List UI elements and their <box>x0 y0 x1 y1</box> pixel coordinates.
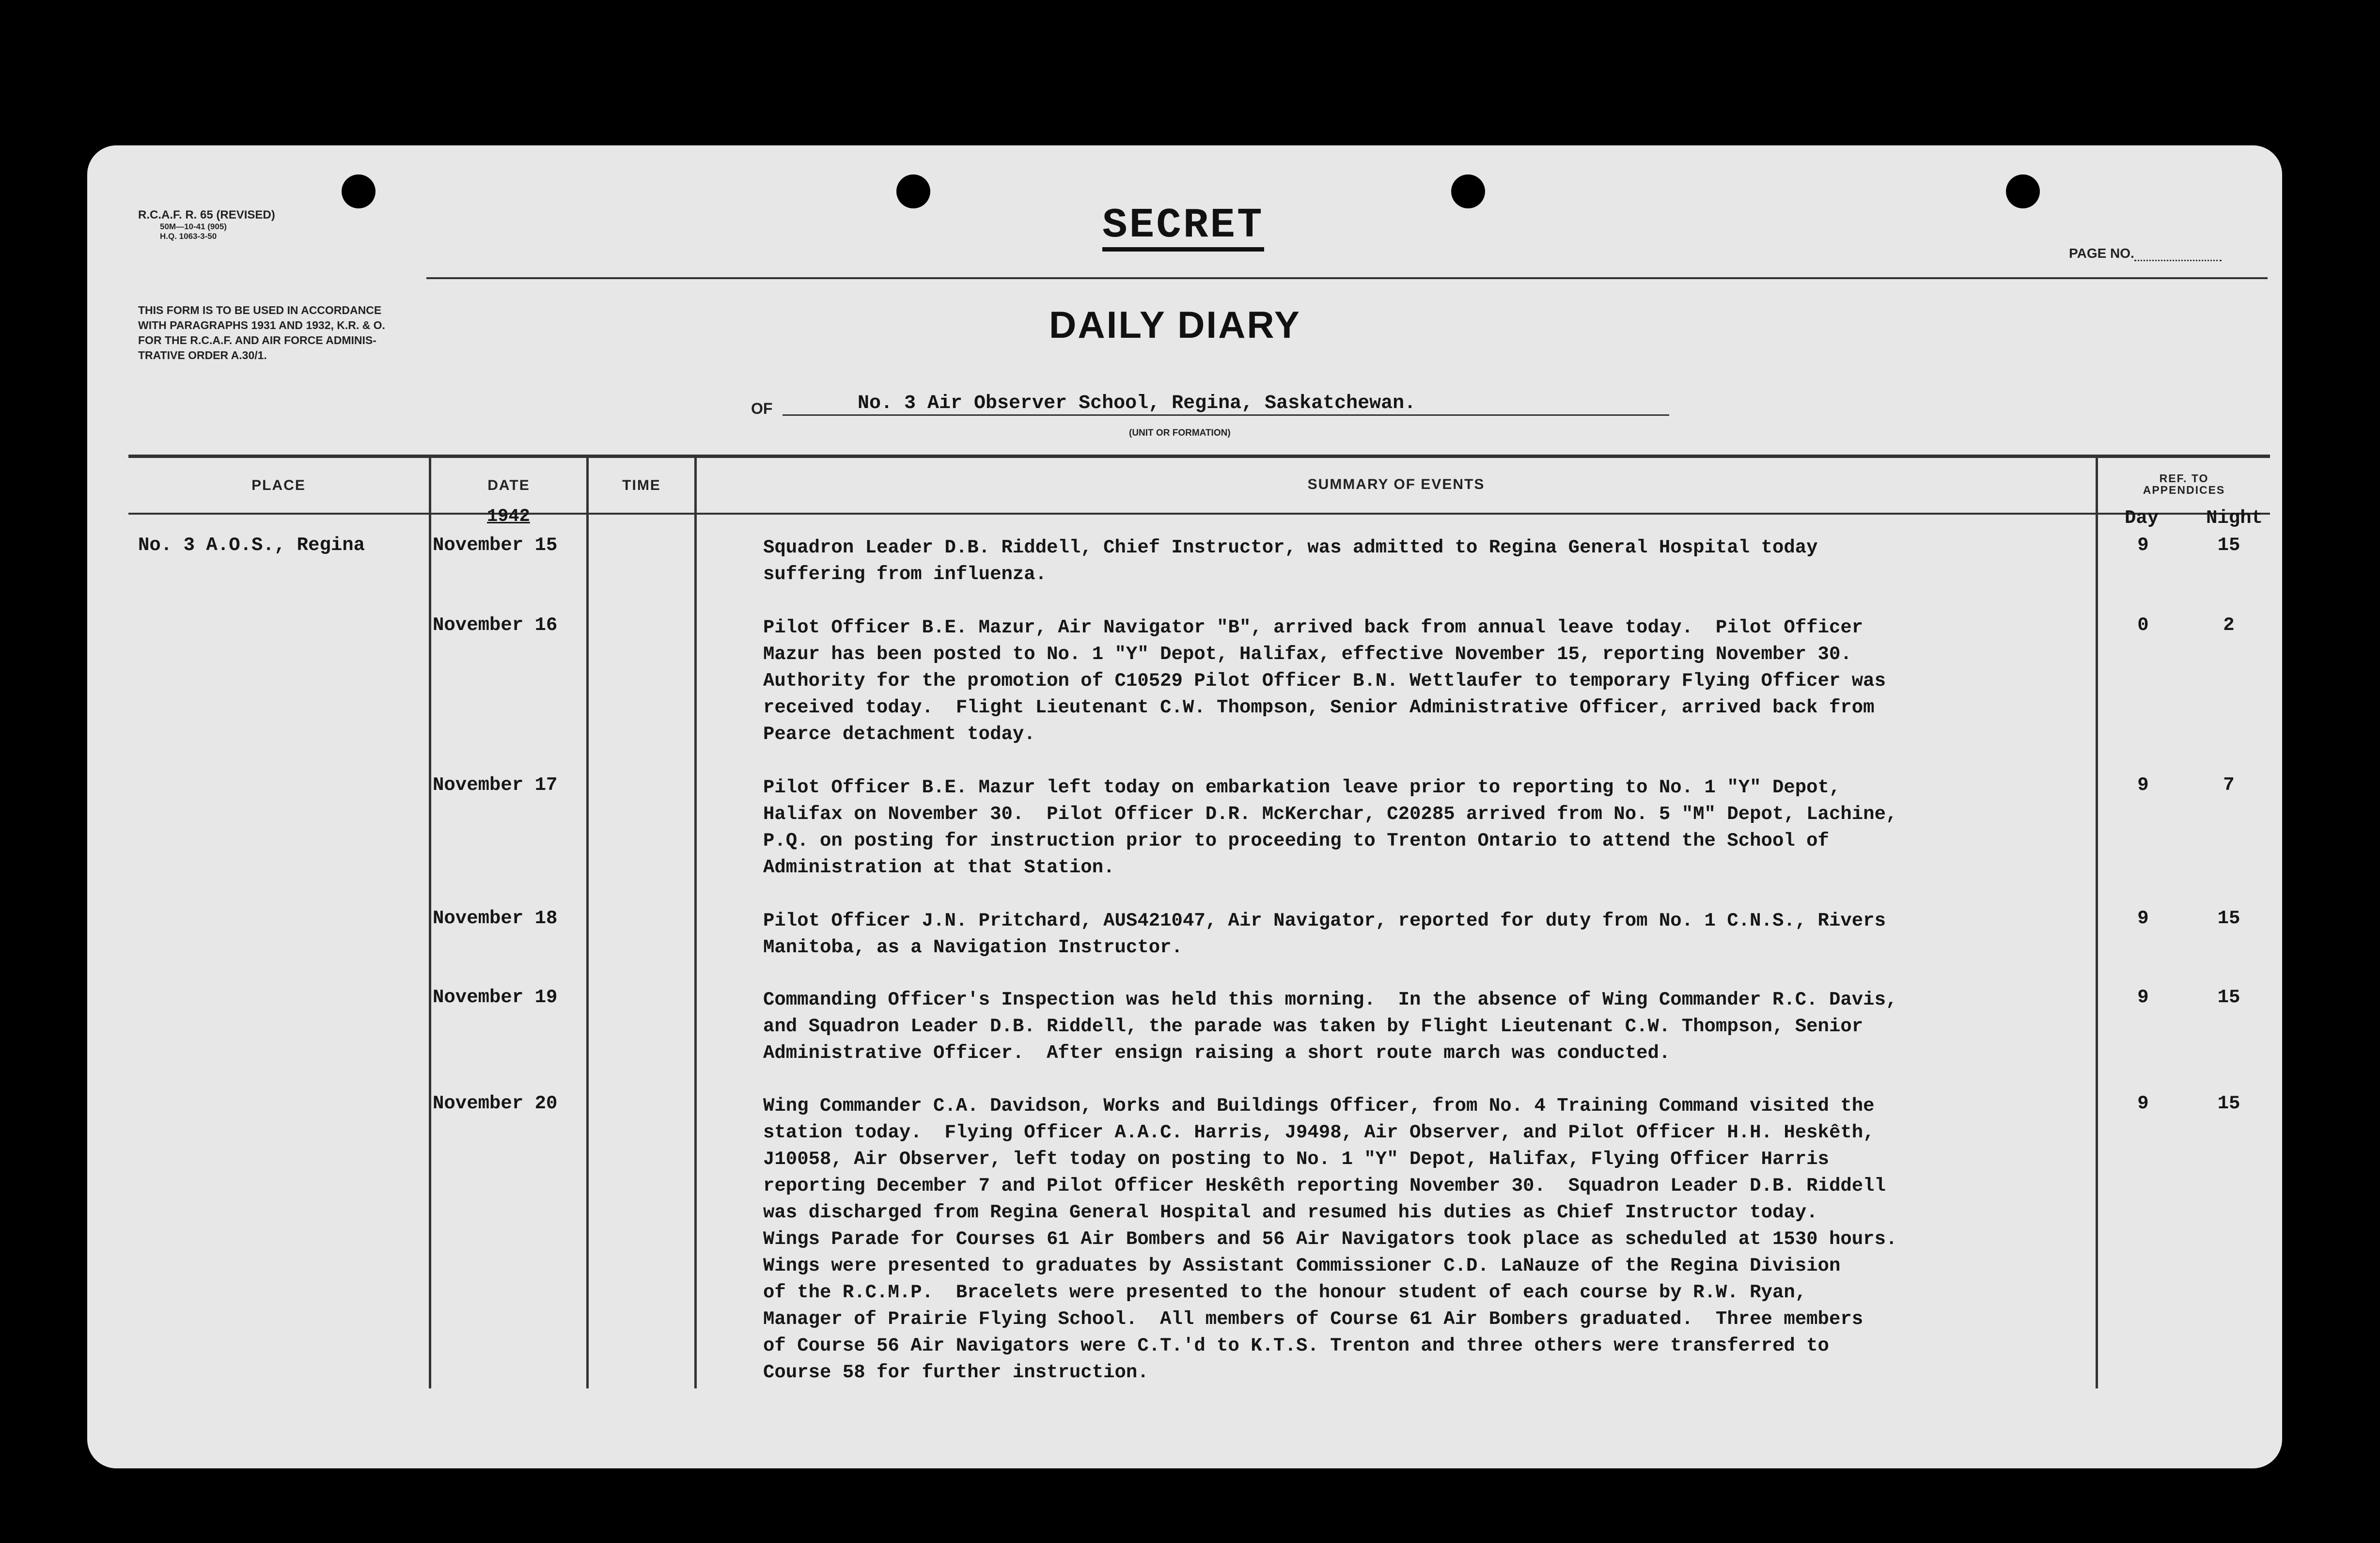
summary-line: Mazur has been posted to No. 1 "Y" Depot, Halifax, effective November 15, reporting November 30. <box>763 644 1852 665</box>
ref-line-2: APPENDICES <box>2143 484 2225 496</box>
of-label: OF <box>751 400 773 417</box>
ref-day-value: 9 <box>2137 1093 2149 1114</box>
header-time: TIME <box>622 477 661 493</box>
header-date: DATE <box>487 477 530 493</box>
entry-summary <box>763 1093 1897 1386</box>
entry-summary <box>763 535 1818 588</box>
summary-line: Administrative Officer. After ensign raising a short route march was conducted. <box>763 1042 1671 1064</box>
summary-line: was discharged from Regina General Hospital and resumed his duties as Chief Instructor today. <box>763 1202 1818 1223</box>
secret-stamp: SECRET <box>1102 204 1264 252</box>
ref-night-value: 15 <box>2217 908 2240 929</box>
ref-day-value: 9 <box>2137 535 2149 556</box>
ref-night-value: 2 <box>2223 614 2235 636</box>
entry-date: November 19 <box>433 987 558 1008</box>
instruction-line: TRATIVE ORDER A.30/1. <box>138 349 267 362</box>
summary-line: P.Q. on posting for instruction prior to proceeding to Trenton Ontario to attend the School of <box>763 830 1829 851</box>
form-title: DAILY DIARY <box>1049 303 1301 346</box>
unit-underline <box>783 414 1669 416</box>
ref-day-value: 9 <box>2137 774 2149 796</box>
column-divider <box>2096 458 2098 1388</box>
column-divider <box>586 458 589 1388</box>
column-divider <box>429 458 431 1388</box>
summary-line: J10058, Air Observer, left today on posting to No. 1 "Y" Depot, Halifax, Flying Officer Harris <box>763 1149 1829 1170</box>
ref-day-value: 9 <box>2137 908 2149 929</box>
entry-date: November 18 <box>433 908 558 929</box>
summary-line: Authority for the promotion of C10529 Pilot Officer B.N. Wettlaufer to temporary Flying Officer was <box>763 670 1886 692</box>
form-instructions <box>138 303 385 363</box>
column-divider <box>694 458 697 1388</box>
summary-line: Pilot Officer B.E. Mazur, Air Navigator "B", arrived back from annual leave today. Pilot Officer <box>763 617 1863 638</box>
form-code-line: 50M—10-41 (905) <box>160 222 227 231</box>
summary-line: Pearce detachment today. <box>763 724 1035 745</box>
ref-line-1: REF. TO <box>2159 472 2209 485</box>
form-code-line: R.C.A.F. R. 65 (REVISED) <box>138 208 275 221</box>
year-label: 1942 <box>487 506 530 527</box>
entry-summary <box>763 987 1897 1067</box>
table-header-rule <box>128 513 2270 515</box>
header-rule <box>426 277 2268 279</box>
table-top-rule <box>128 455 2270 458</box>
summary-line: Squadron Leader D.B. Riddell, Chief Instructor, was admitted to Regina General Hospital today <box>763 537 1818 558</box>
page-number-field <box>2069 246 2222 261</box>
instruction-line: THIS FORM IS TO BE USED IN ACCORDANCE <box>138 304 382 316</box>
entry-date: November 20 <box>433 1093 558 1114</box>
summary-line: Halifax on November 30. Pilot Officer D.R. McKerchar, C20285 arrived from No. 5 "M" Depot, Lachine, <box>763 803 1897 825</box>
unit-name: No. 3 Air Observer School, Regina, Saskatchewan. <box>858 393 1416 414</box>
summary-line: of Course 56 Air Navigators were C.T.'d to K.T.S. Trenton and three others were transferred to <box>763 1335 1829 1356</box>
form-code <box>138 208 275 241</box>
summary-line: and Squadron Leader D.B. Riddell, the parade was taken by Flight Lieutenant C.W. Thompson, Senior <box>763 1016 1863 1037</box>
page-no-value[interactable] <box>2134 247 2222 261</box>
punch-hole <box>2006 174 2040 208</box>
summary-line: Course 58 for further instruction. <box>763 1362 1149 1383</box>
entry-date: November 15 <box>433 535 558 556</box>
summary-line: Pilot Officer J.N. Pritchard, AUS421047, Air Navigator, reported for duty from No. 1 C.N.S., Rivers <box>763 910 1886 931</box>
entry-date: November 17 <box>433 774 558 796</box>
summary-line: Manitoba, as a Navigation Instructor. <box>763 937 1183 958</box>
header-summary: SUMMARY OF EVENTS <box>1307 476 1485 492</box>
summary-line: Manager of Prairie Flying School. All members of Course 61 Air Bombers graduated. Three members <box>763 1308 1863 1330</box>
ref-night-value: 15 <box>2217 1093 2240 1114</box>
summary-line: Commanding Officer's Inspection was held this morning. In the absence of Wing Commander R.C. Davis, <box>763 989 1897 1010</box>
subheader-day: Day <box>2125 507 2159 529</box>
instruction-line: FOR THE R.C.A.F. AND AIR FORCE ADMINIS- <box>138 334 376 346</box>
instruction-line: WITH PARAGRAPHS 1931 AND 1932, K.R. & O. <box>138 319 385 331</box>
punch-hole <box>1451 174 1485 208</box>
punch-hole <box>896 174 930 208</box>
unit-caption: (UNIT OR FORMATION) <box>1129 428 1231 438</box>
place-cell: No. 3 A.O.S., Regina <box>138 535 365 556</box>
summary-line: of the R.C.M.P. Bracelets were presented to the honour student of each course by R.W. Ryan, <box>763 1282 1807 1303</box>
summary-line: Wings were presented to graduates by Assistant Commissioner C.D. LaNauze of the Regina Division <box>763 1255 1841 1276</box>
subheader-night: Night <box>2206 507 2263 529</box>
punch-hole <box>342 174 376 208</box>
ref-night-value: 15 <box>2217 535 2240 556</box>
summary-line: Administration at that Station. <box>763 857 1115 878</box>
summary-line: received today. Flight Lieutenant C.W. Thompson, Senior Administrative Officer, arrived back from <box>763 697 1875 718</box>
summary-line: Wing Commander C.A. Davidson, Works and Buildings Officer, from No. 4 Training Command visited the <box>763 1095 1875 1117</box>
header-ref-appendices <box>2098 472 2270 496</box>
ref-night-value: 7 <box>2223 774 2235 796</box>
entry-summary <box>763 614 1886 748</box>
entry-summary <box>763 908 1886 961</box>
summary-line: reporting December 7 and Pilot Officer Heskêth reporting November 30. Squadron Leader D.B. Riddell <box>763 1175 1886 1197</box>
summary-line: Pilot Officer B.E. Mazur left today on embarkation leave prior to reporting to No. 1 "Y" Depot, <box>763 777 1841 798</box>
ref-day-value: 0 <box>2137 614 2149 636</box>
summary-line: Wings Parade for Courses 61 Air Bombers and 56 Air Navigators took place as scheduled at 1530 hours. <box>763 1228 1897 1250</box>
page-no-label: PAGE NO. <box>2069 246 2134 261</box>
summary-line: suffering from influenza. <box>763 564 1047 585</box>
summary-line: station today. Flying Officer A.A.C. Harris, J9498, Air Observer, and Pilot Officer H.H. Heskêth, <box>763 1122 1875 1143</box>
form-code-line: H.Q. 1063-3-50 <box>160 232 217 241</box>
header-place: PLACE <box>251 477 306 493</box>
entry-date: November 16 <box>433 614 558 636</box>
ref-night-value: 15 <box>2217 987 2240 1008</box>
ref-day-value: 9 <box>2137 987 2149 1008</box>
entry-summary <box>763 774 1897 881</box>
